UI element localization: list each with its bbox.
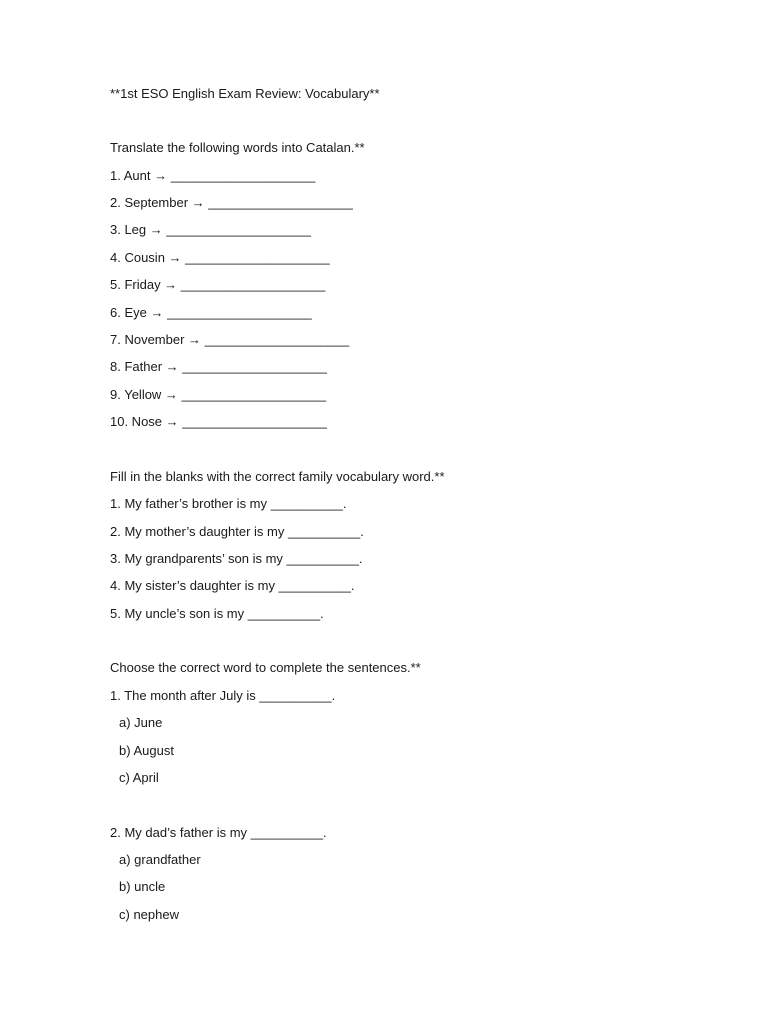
mc-question-2-option-a: a) grandfather xyxy=(119,852,201,867)
mc-question-1-option-a: a) June xyxy=(119,715,163,730)
mc-question-1-option-c: c) April xyxy=(119,770,159,785)
fill-blank-item-3: 3. My grandparents’ son is my __________. xyxy=(110,551,363,566)
section-multiple-choice-heading: Choose the correct word to complete the sentences.** xyxy=(110,660,421,675)
mc-question-2-option-c: c) nephew xyxy=(119,907,179,922)
translate-item-1: 1. Aunt → ____________________ xyxy=(110,168,316,183)
document-title: **1st ESO English Exam Review: Vocabulary** xyxy=(110,86,380,101)
translate-item-7: 7. November → ____________________ xyxy=(110,332,350,347)
mc-question-1-option-b: b) August xyxy=(119,743,174,758)
translate-item-4: 4. Cousin → ____________________ xyxy=(110,250,330,265)
fill-blank-item-5: 5. My uncle’s son is my __________. xyxy=(110,606,324,621)
translate-item-5: 5. Friday → ____________________ xyxy=(110,277,326,292)
mc-question-1: 1. The month after July is __________. xyxy=(110,688,336,703)
translate-item-2: 2. September → ____________________ xyxy=(110,195,353,210)
fill-blank-item-2: 2. My mother’s daughter is my __________. xyxy=(110,524,364,539)
section-fill-blanks-heading: Fill in the blanks with the correct family vocabulary word.** xyxy=(110,469,445,484)
translate-item-6: 6. Eye → ____________________ xyxy=(110,305,312,320)
fill-blank-item-1: 1. My father’s brother is my __________. xyxy=(110,496,347,511)
section-translate-heading: Translate the following words into Catalan.** xyxy=(110,140,365,155)
translate-item-8: 8. Father → ____________________ xyxy=(110,359,327,374)
translate-item-10: 10. Nose → ____________________ xyxy=(110,414,327,429)
mc-question-2: 2. My dad’s father is my __________. xyxy=(110,825,327,840)
translate-item-3: 3. Leg → ____________________ xyxy=(110,222,311,237)
mc-question-2-option-b: b) uncle xyxy=(119,879,166,894)
fill-blank-item-4: 4. My sister’s daughter is my __________. xyxy=(110,578,355,593)
translate-item-9: 9. Yellow → ____________________ xyxy=(110,387,327,402)
